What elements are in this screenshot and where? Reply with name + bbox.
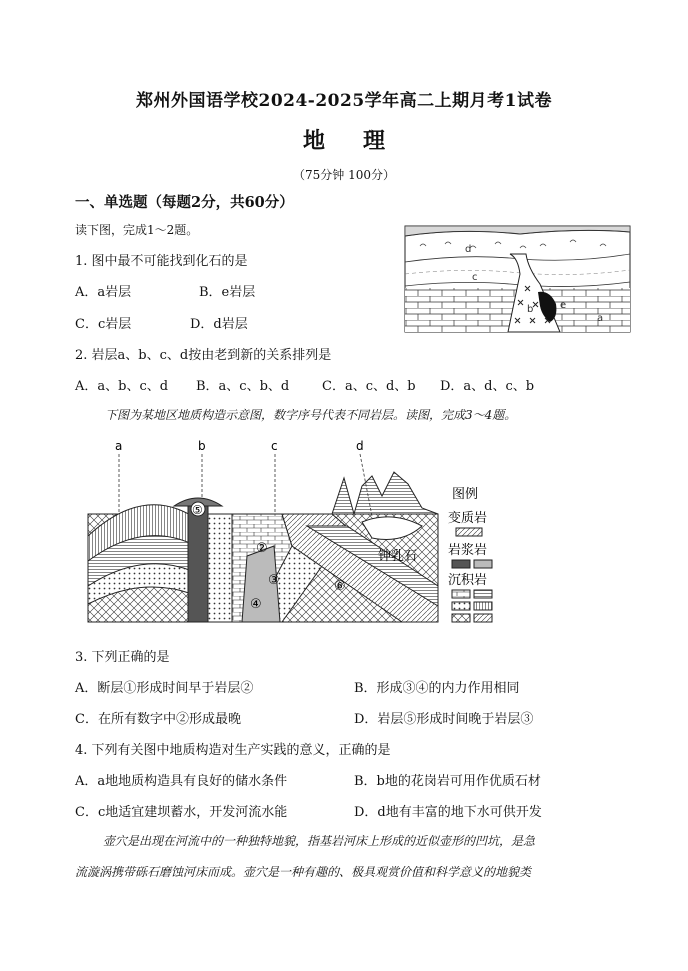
fig2-num-4: ④ [250,597,262,612]
exam-title: 郑州外国语学校2024-2025学年高二上期月考1试卷 [135,91,552,111]
q1-option-b[interactable]: B．e岩层 [199,285,256,300]
q3-option-a[interactable]: A．断层①形成时间早于岩层② [75,681,254,696]
q1-option-c[interactable]: C．c岩层 [75,317,132,332]
legend-sed-swatch-5 [452,614,470,622]
q2-option-a[interactable]: A．a、b、c、d [75,379,169,394]
fig1-label-d: d [465,244,472,255]
intro-q1-2: 读下图，完成1～2题。 [75,223,199,237]
section-heading: 一、单选题（每题2分，共60分） [75,194,294,211]
passage-line-2: 流漩涡携带砾石磨蚀河床而成。壶穴是一种有趣的、极具观赏价值和科学意义的地貌类 [75,865,532,879]
q3-option-d[interactable]: D．岩层⑤形成时间晚于岩层③ [354,712,534,727]
geologic-structure-figure [82,436,542,628]
legend-igneous-swatch-2 [474,560,492,568]
passage-line-1: 壶穴是出现在河流中的一种独特地貌，指基岩河床上形成的近似壶形的凹坑，是急 [103,834,536,848]
subject-title: 地理 [302,128,423,154]
fig2-num-6: ⑥ [334,579,346,594]
legend-sed-swatch-2 [474,590,492,598]
intro-q3-4: 下图为某地区地质构造示意图，数字序号代表不同岩层。读图，完成3～4题。 [105,408,517,422]
q3-stem: 3. 下列正确的是 [75,650,170,665]
fig2-label-d: d [356,439,364,453]
q2-option-d[interactable]: D．a、d、c、b [440,379,535,394]
strata-figure-1 [400,224,632,336]
q2-option-b[interactable]: B．a、c、b、d [196,379,290,394]
q4-option-a[interactable]: A．a地地质构造具有良好的储水条件 [75,774,288,789]
fig2-label-c: c [271,439,278,453]
q4-option-d[interactable]: D．d地有丰富的地下水可供开发 [354,805,542,820]
q1-option-d[interactable]: D．d岩层 [190,317,248,332]
fig2-cave-label: 钟乳石 [378,549,418,564]
fig2-num-2: ② [256,541,268,556]
legend-igneous-swatch-1 [452,560,470,568]
fig1-label-c: c [472,272,478,283]
q3-option-b[interactable]: B．形成③④的内力作用相同 [354,681,520,696]
q4-option-c[interactable]: C．c地适宜建坝蓄水，开发河流水能 [75,805,288,820]
legend-metamorphic: 变质岩 [448,511,488,526]
legend-sed-swatch-6 [474,614,492,622]
time-score: （75分钟 100分） [293,168,395,182]
q2-option-c[interactable]: C．a、c、d、b [322,379,416,394]
fig2-label-a: a [115,439,123,453]
q3-option-c[interactable]: C．在所有数字中②形成最晚 [75,712,241,727]
fig2-num-3: ③ [268,573,280,588]
fig2-num-5: ⑤ [192,503,203,517]
q1-option-a[interactable]: A．a岩层 [75,285,132,300]
fig2-label-b: b [198,439,206,453]
fig1-label-a: a [597,313,604,324]
legend-sed-swatch-1 [452,590,470,598]
legend-title: 图例 [452,487,479,502]
fig1-label-e: e [560,300,567,311]
legend-metamorphic-swatch [456,528,482,536]
legend-sed-swatch-4 [474,602,492,610]
fig1-label-b: b [527,304,534,315]
legend-igneous: 岩浆岩 [448,543,488,558]
q4-stem: 4. 下列有关图中地质构造对生产实践的意义，正确的是 [75,743,391,758]
q1-stem: 1. 图中最不可能找到化石的是 [75,254,248,269]
q2-stem: 2. 岩层a、b、c、d按由老到新的关系排列是 [75,348,332,363]
q4-option-b[interactable]: B．b地的花岗岩可用作优质石材 [354,774,541,789]
legend-sed-swatch-3 [452,602,470,610]
legend-sedimentary: 沉积岩 [448,573,488,588]
